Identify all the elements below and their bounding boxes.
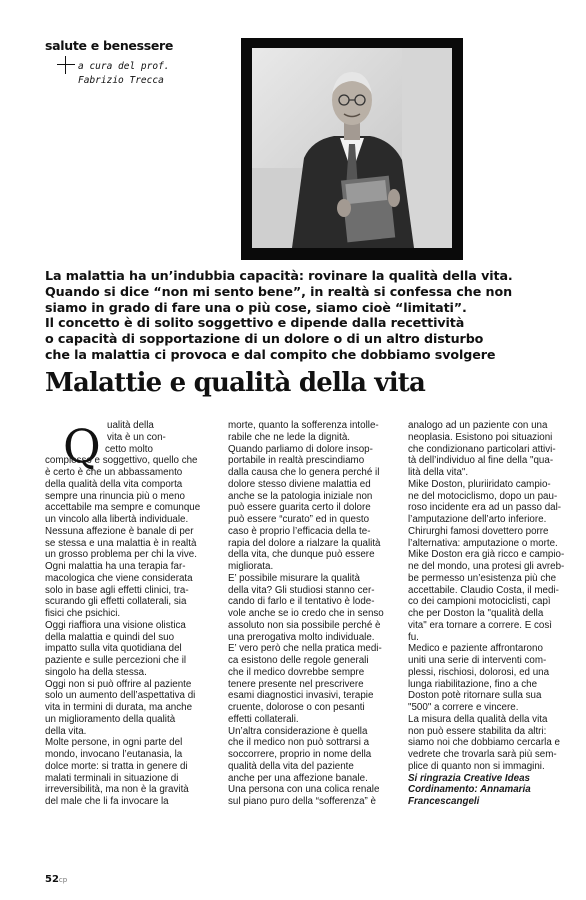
text-line: dolore stesso diviene malattia ed [228, 478, 371, 490]
page-number-suffix: cp [58, 876, 68, 884]
text-line: vedrete che trovarla sarà più sem- [408, 749, 557, 760]
intro-line: Il concetto è di solito soggettivo e dipende dalla recettività [45, 315, 465, 331]
text-line: accettabile ma sempre e comunque [45, 502, 201, 514]
text-line: roso incidente era ad un passo dal- [408, 502, 562, 514]
text-line: impatto sulla vita quotidiana del [45, 643, 182, 655]
text-line: Una persona con una colica renale [228, 784, 380, 796]
text-line: dalla causa che lo genera perché il [228, 467, 380, 478]
text-line: della vita, che dunque può essere [228, 549, 375, 561]
text-line: che il medico dovrebbe sempre [228, 666, 365, 678]
text-line: E’ possibile misurare la qualità [228, 572, 360, 584]
text-line: dolce morte: si tratta in genere di [45, 760, 188, 772]
text-line: irreversibilità, ma non è la gravità [45, 784, 189, 796]
text-line: tà dell’individuo al fine della "qua- [408, 455, 554, 467]
text-line: anche per una affezione banale. [228, 772, 368, 784]
text-line: siamo noi che dobbiamo cercarla e [408, 737, 560, 749]
text-line: Doston potè ritornare sulla sua [408, 690, 542, 702]
text-line: Ogni malattia ha una terapia far- [45, 561, 186, 572]
author-photo-illustration [252, 48, 452, 248]
text-line: scurando gli effetti collaterali, sia [45, 596, 187, 608]
text-line: Quando parliamo di dolore insop- [228, 443, 373, 455]
text-line: ualità della [107, 420, 154, 431]
column-3 [408, 420, 568, 808]
text-line: non può essere stabilita da altri: [408, 725, 547, 737]
credits-line: Si ringrazia Creative Ideas [408, 772, 530, 784]
crosshair-ornament-icon [57, 56, 75, 74]
drop-cap: Q [63, 419, 101, 473]
text-line: Oggi riaffiora una visione olistica [45, 619, 186, 631]
column-2 [228, 420, 393, 808]
text-line: esami diagnostici invasivi, terapie [228, 690, 374, 702]
text-line: soccorrere, proprio in nome della [228, 749, 372, 760]
text-line: Nessuna affezione è banale di per [45, 525, 194, 537]
text-line: vita è un con- [107, 431, 166, 443]
article-headline: Malattie e qualità della vita [45, 368, 426, 398]
text-line: fu. [408, 631, 419, 643]
text-line: neoplasia. Esistono poi situazioni [408, 431, 553, 443]
text-line: morte, quanto la sofferenza intolle- [228, 420, 379, 431]
text-line: La misura della qualità della vita [408, 713, 548, 725]
text-line: Chirurghi famosi dovettero porre [408, 525, 549, 537]
text-line: se stessa e una malattia è in realtà [45, 537, 197, 549]
text-line: "500" a correre e vincere. [408, 702, 519, 713]
text-line: plice di quanto non si immagini. [408, 760, 545, 772]
text-line: effetti collaterali. [228, 713, 299, 725]
text-line: vita in termini di durata, ma anche [45, 702, 193, 713]
intro-line: siamo in grado di fare una o più cose, siamo cioè “limitati”. [45, 299, 467, 315]
byline-author: Fabrizio Trecca [78, 75, 164, 86]
text-line: paziente e sulle percezioni che il [45, 655, 187, 666]
text-line: rabile che ne lede la dignità. [228, 431, 351, 443]
text-line: un grosso problema per chi la vive. [45, 549, 197, 561]
text-line: che condizionano particolari attivi- [408, 443, 556, 455]
text-line: Molte persone, in ogni parte del [45, 737, 183, 749]
text-line: rapia del dolore a rialzare la qualità [228, 537, 381, 549]
text-line: migliorata. [228, 561, 274, 572]
text-line: mondo, invocano l’eutanasia, la [45, 749, 183, 760]
text-line: l’amputazione dell’arto inferiore. [408, 514, 547, 525]
text-line: Oggi non si può offrire al paziente [45, 678, 192, 690]
text-line: sul piano puro della “sofferenza” è [228, 796, 376, 807]
text-line: fisici che psichici. [45, 608, 121, 619]
column-1 [45, 420, 215, 808]
text-line: E’ vero però che nella pratica medi- [228, 643, 382, 655]
text-line: caso è proprio l’efficacia della te- [228, 525, 371, 537]
intro-paragraph [45, 268, 550, 363]
text-line: un vincolo alla libertà individuale. [45, 514, 189, 525]
intro-line: che la malattia ci provoca e dal compito che dobbiamo svolgere [45, 346, 496, 362]
text-line: vole anche se io credo che in senso [228, 608, 384, 619]
text-line: una prerogativa molto individuale. [228, 631, 375, 643]
text-line: be permesso un’esistenza più che [408, 572, 557, 584]
text-line: può essere “curato” ed in questo [228, 514, 370, 525]
text-line: assoluto non sia possibile perché è [228, 619, 381, 631]
text-line: un miglioramento della qualità [45, 713, 176, 725]
text-line: anche se la patologia iniziale non [228, 490, 373, 502]
byline [78, 60, 170, 88]
text-line: vita" era tornare a correre. E così [408, 619, 552, 631]
text-line: della malattia e quindi del suo [45, 631, 175, 643]
text-line: cruente, dolorose o con pesanti [228, 702, 365, 713]
text-line: singolo ha della stessa. [45, 666, 147, 678]
text-line: tenere presente nel prescrivere [228, 678, 364, 690]
text-line: Medico e paziente affrontarono [408, 643, 543, 655]
text-line: Un’altra considerazione è quella [228, 725, 368, 737]
text-line: co dei campioni motociclisti, capì [408, 596, 551, 608]
text-line: malati terminali in situazione di [45, 772, 179, 784]
text-line: del male che li fa invocare la [45, 796, 169, 807]
text-line: analogo ad un paziente con una [408, 420, 548, 431]
intro-line: o capacità di sopportazione di un dolore o di un altro disturbo [45, 331, 484, 347]
text-line: è certo è che un abbassamento [45, 467, 183, 478]
text-line: che per Doston la "qualità della [408, 608, 544, 619]
text-line: della vita? Gli studiosi stanno cer- [228, 584, 375, 596]
text-line: uniti una serie di interventi com- [408, 655, 547, 666]
text-line: cando di farlo e il tentativo è lode- [228, 596, 375, 608]
text-line: solo in base agli effetti clinici, tra- [45, 584, 189, 596]
byline-line-1: a cura del prof. [78, 61, 170, 72]
text-line: plessi, rischiosi, dolorosi, ed una [408, 666, 550, 678]
text-line: l’alternativa: amputazione o morte. [408, 537, 558, 549]
text-line: complesso e soggettivo, quello che [45, 455, 198, 467]
text-line: lità della vita". [408, 467, 469, 478]
text-line: può essere guarita certo il dolore [228, 502, 371, 514]
text-line: cetto molto [105, 443, 153, 455]
page-number [45, 874, 67, 885]
page-number-value: 52 [45, 874, 59, 885]
text-line: qualità della vita del paziente [228, 760, 354, 772]
text-line: ne del mondo, una protesi gli avreb- [408, 561, 565, 572]
text-line: lunga riabilitazione, fino a che [408, 678, 538, 690]
credits-line: Cordinamento: Annamaria [408, 784, 531, 796]
text-line: accettabile. Claudio Costa, il medi- [408, 584, 559, 596]
text-line: solo un aumento dell’aspettativa di [45, 690, 196, 702]
text-line: della vita. [45, 725, 87, 737]
text-line: ca esistono delle regole generali [228, 655, 369, 666]
text-line: sempre una rinuncia più o meno [45, 490, 185, 502]
text-line: della qualità della vita comporta [45, 478, 183, 490]
text-line: portabile in realtà prescindiamo [228, 455, 365, 467]
text-line: Mike Doston, pluriiridato campio- [408, 478, 551, 490]
text-line: ne del motociclismo, dopo un pau- [408, 490, 558, 502]
text-line: macologica che viene considerata [45, 572, 193, 584]
intro-line: Quando si dice “non mi sento bene”, in realtà si confessa che non [45, 283, 512, 299]
credits-line: Francescangeli [408, 796, 480, 807]
text-line: Mike Doston era già ricco e campio- [408, 549, 565, 561]
intro-line: La malattia ha un’indubbia capacità: rovinare la qualità della vita. [45, 268, 513, 283]
author-photo [252, 48, 452, 248]
section-title: salute e benessere [45, 38, 174, 53]
text-line: che il medico non può sottrarsi a [228, 737, 370, 749]
